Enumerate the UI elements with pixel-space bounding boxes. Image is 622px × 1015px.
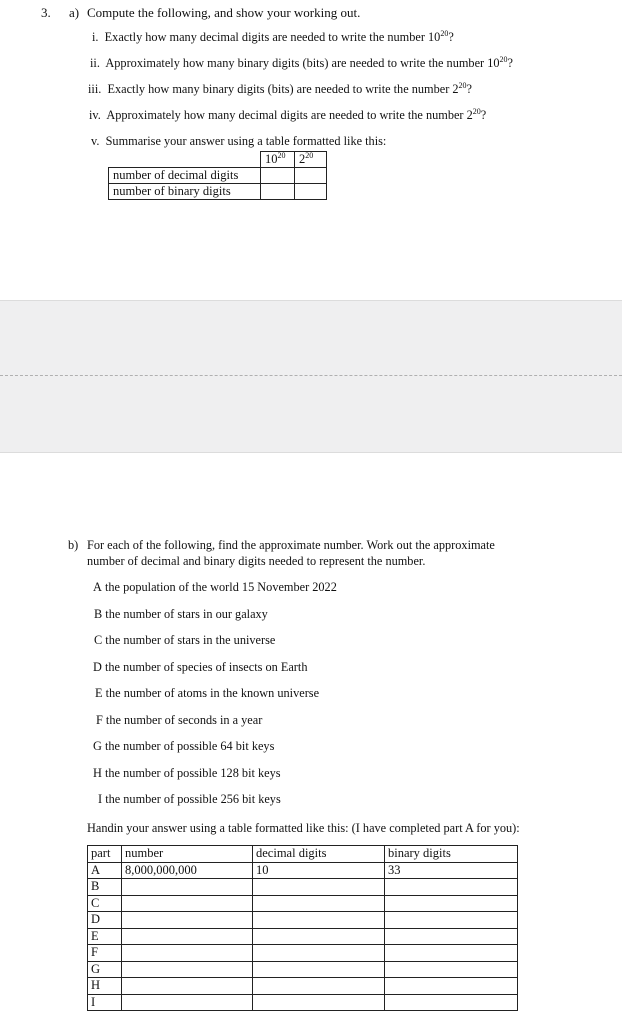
decimal-digits-cell[interactable] [253,994,385,1011]
table-row [88,862,518,879]
number-cell[interactable] [122,945,253,962]
number-cell[interactable] [122,994,253,1011]
part-a-item-iv: iv. Approximately how many decimal digits are needed to write the number $2^{20}$? [89,107,487,122]
working-area[interactable] [0,300,622,453]
part-b-item-d: D the number of species of insects on Earth [93,660,308,674]
table-header-row [109,152,327,168]
part-a-item-iii: iii. Exactly how many binary digits (bits) are needed to write the number $2^{20}$? [88,81,472,96]
binary-digits-cell[interactable] [385,879,518,896]
part-b-label: b) [68,538,79,552]
decimal-digits-cell[interactable] [253,895,385,912]
number-cell[interactable] [122,961,253,978]
binary-digits-cell[interactable] [385,994,518,1011]
decimal-digits-cell: 10 [253,862,385,879]
answer-cell[interactable] [295,168,327,184]
part-cell: A [88,862,122,879]
table-row [109,168,327,184]
number-cell[interactable] [122,895,253,912]
part-b-item-i: I the number of possible 256 bit keys [98,792,281,806]
binary-digits-cell: 33 [385,862,518,879]
handin-instruction: Handin your answer using a table formatted like this: (I have completed part A for you): [87,821,520,835]
part-cell: F [88,945,122,962]
binary-digits-cell[interactable] [385,945,518,962]
part-b-item-f: F the number of seconds in a year [96,713,263,727]
part-b-item-g: G the number of possible 64 bit keys [93,739,275,753]
decimal-digits-cell[interactable] [253,879,385,896]
decimal-digits-cell[interactable] [253,912,385,929]
part-cell: B [88,879,122,896]
decimal-digits-cell[interactable] [253,928,385,945]
table-row [88,994,518,1011]
part-a-item-i: i. Exactly how many decimal digits are needed to write the number $10^{20}$? [92,29,454,44]
number-cell[interactable] [122,879,253,896]
part-a-label: a) [69,5,80,20]
part-b-intro-line1: For each of the following, find the approximate number. Work out the approximate [87,538,495,552]
part-a-item-ii: ii. Approximately how many binary digits (bits) are needed to write the number $10^{20}$? [90,55,513,70]
question-number: 3. [41,5,51,20]
table-row [88,961,518,978]
part-b-item-h: H the number of possible 128 bit keys [93,766,281,780]
binary-digits-cell[interactable] [385,895,518,912]
answer-cell[interactable] [261,168,295,184]
part-b-item-b: B the number of stars in our galaxy [94,607,268,621]
decimal-digits-cell[interactable] [253,961,385,978]
part-cell: C [88,895,122,912]
table-row [88,945,518,962]
table-header-row [88,846,518,863]
part-a-item-v: v. Summarise your answer using a table formatted like this: [91,134,387,148]
part-b-answer-table [87,845,518,1011]
row-label: number of binary digits [109,184,261,200]
table-row [88,879,518,896]
part-a-summary-table [108,151,327,200]
part-b-intro-line2: number of decimal and binary digits needed to represent the number. [87,554,426,568]
header-10-pow-20: $10^{20}$ [261,152,295,168]
decimal-digits-cell[interactable] [253,945,385,962]
binary-digits-cell[interactable] [385,928,518,945]
header-decimal-digits: decimal digits [253,846,385,863]
table-row [88,895,518,912]
header-binary-digits: binary digits [385,846,518,863]
binary-digits-cell[interactable] [385,912,518,929]
answer-cell[interactable] [295,184,327,200]
number-cell[interactable] [122,912,253,929]
number-cell[interactable] [122,928,253,945]
part-a-intro: Compute the following, and show your working out. [87,5,361,20]
part-b-item-c: C the number of stars in the universe [94,633,276,647]
table-row [88,912,518,929]
header-number: number [122,846,253,863]
part-cell: H [88,978,122,995]
table-row [88,978,518,995]
number-cell: 8,000,000,000 [122,862,253,879]
header-part: part [88,846,122,863]
part-b-item-e: E the number of atoms in the known universe [95,686,320,700]
binary-digits-cell[interactable] [385,978,518,995]
part-b-item-a: A the population of the world 15 November 2022 [93,580,337,594]
table-row [88,928,518,945]
number-cell[interactable] [122,978,253,995]
part-cell: E [88,928,122,945]
part-cell: G [88,961,122,978]
decimal-digits-cell[interactable] [253,978,385,995]
table-row [109,184,327,200]
answer-cell[interactable] [261,184,295,200]
row-label: number of decimal digits [109,168,261,184]
part-cell: D [88,912,122,929]
header-2-pow-20: $2^{20}$ [295,152,327,168]
binary-digits-cell[interactable] [385,961,518,978]
working-area-divider [0,375,622,376]
part-cell: I [88,994,122,1011]
